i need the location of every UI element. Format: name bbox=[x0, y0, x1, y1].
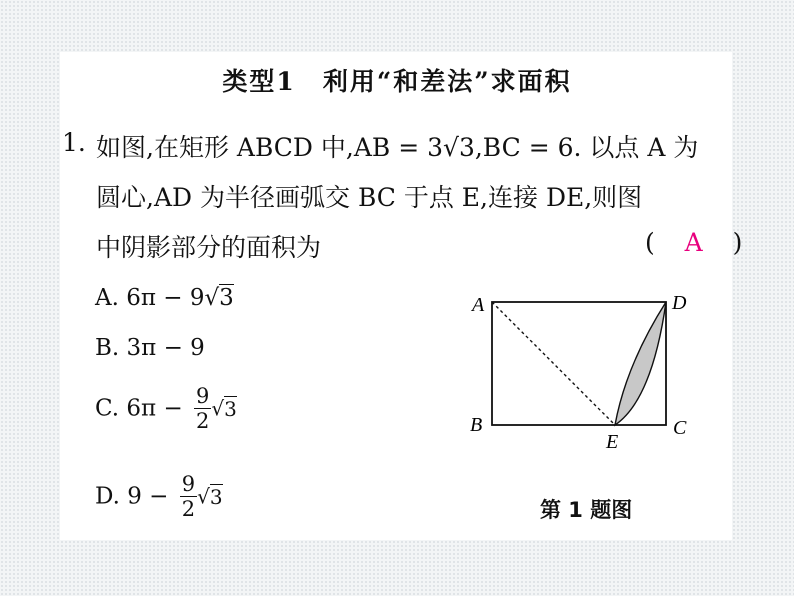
answer-open: ( bbox=[645, 228, 655, 257]
option-c-radicand: 3 bbox=[224, 396, 237, 421]
label-a: A bbox=[472, 294, 485, 316]
option-d-radicand: 3 bbox=[209, 484, 223, 509]
dashed-segment-ae bbox=[492, 302, 615, 425]
answer-letter: A bbox=[684, 228, 703, 257]
option-b: B. 3π − 9 bbox=[95, 335, 205, 361]
problem-line-2: 圆心,AD 为半径画弧交 BC 于点 E,连接 DE,则图 bbox=[96, 183, 643, 212]
option-d-numerator: 9 bbox=[181, 472, 196, 496]
label-b: B bbox=[470, 414, 483, 436]
sqrt-sign: √ bbox=[211, 396, 225, 421]
option-a-text: A. 6π − 9 bbox=[95, 285, 205, 311]
sqrt-sign: √ bbox=[197, 484, 210, 509]
answer-close: ) bbox=[732, 228, 743, 257]
figure-caption: 第 1 题图 bbox=[540, 498, 633, 522]
section-title: 类型1 利用“和差法”求面积 bbox=[222, 67, 572, 96]
option-c-numerator: 9 bbox=[196, 384, 210, 408]
problem-line-1: 如图,在矩形 ABCD 中,AB = 3√3,BC = 6. 以点 A 为 bbox=[96, 133, 699, 162]
problem-number: 1. bbox=[62, 128, 86, 157]
option-c-denominator: 2 bbox=[196, 409, 210, 433]
label-c: C bbox=[673, 417, 687, 439]
label-d: D bbox=[672, 292, 687, 314]
option-a-radicand: 3 bbox=[219, 285, 234, 311]
sqrt-sign: √ bbox=[204, 285, 220, 311]
label-e: E bbox=[606, 431, 619, 453]
option-d-text: D. 9 − bbox=[95, 483, 169, 510]
problem-line-3: 中阴影部分的面积为 bbox=[96, 233, 322, 262]
shaded-region bbox=[615, 302, 666, 425]
option-d-denominator: 2 bbox=[181, 497, 196, 521]
option-c-text: C. 6π − bbox=[95, 395, 183, 422]
